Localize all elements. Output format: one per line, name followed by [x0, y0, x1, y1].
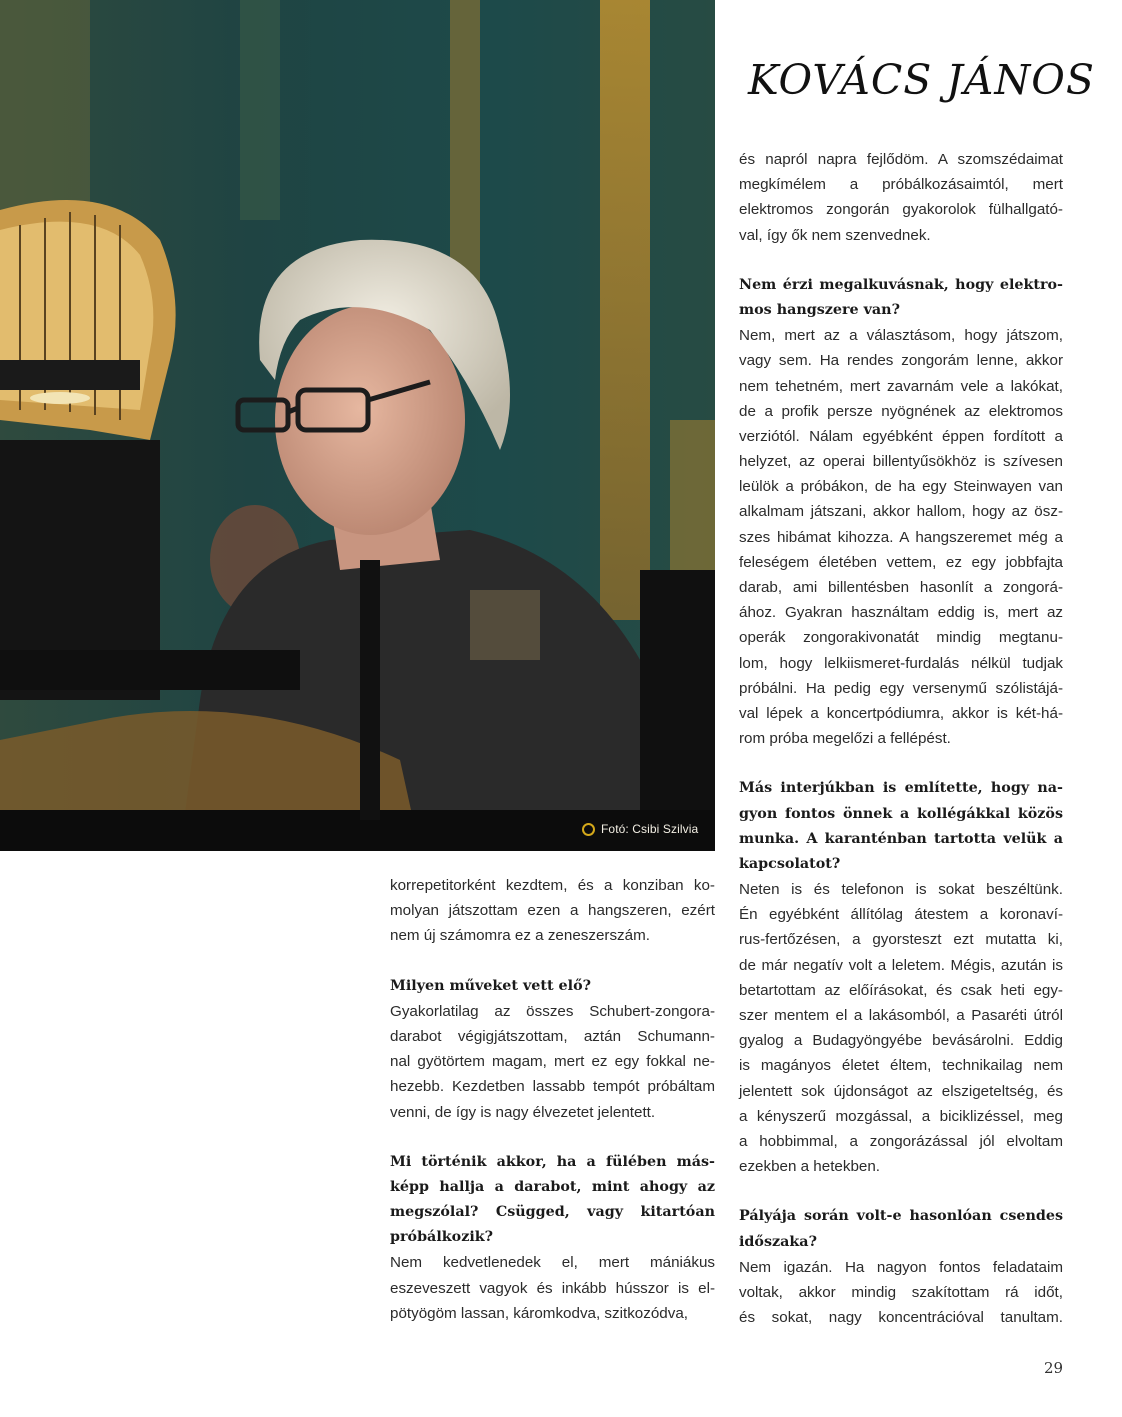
interview-answer: [739, 147, 1063, 248]
text-line: képp hallja a darabot, mint ahogy az: [390, 1178, 715, 1195]
interview-question: [390, 974, 715, 999]
text-line: betartottam az előírásokat, és csak heti egy-: [739, 981, 1063, 999]
text-line: Gyakorlatilag az összes Schubert-zongora-: [390, 1002, 715, 1020]
text-line: nem új számomra ez a zeneszerszám.: [390, 927, 650, 945]
text-line: nal gyötörtem magam, mert ez egy fokkal ne-: [390, 1053, 715, 1071]
text-line: darabot végigjátszottam, aztán Schumann-: [390, 1027, 715, 1045]
text-line: ezekben a hetekben.: [739, 1158, 881, 1176]
text-line: Nem kedvetlenedek el, mert mániákus: [390, 1254, 715, 1272]
text-line: is magányos életet éltem, technikailag nem: [739, 1057, 1063, 1075]
text-line: munka. A karanténban tartotta velük a: [739, 830, 1063, 847]
text-line: Pályája során volt-e hasonlóan csendes: [739, 1208, 1063, 1225]
text-line: időszaka?: [739, 1233, 817, 1250]
text-line: megszólal? Csügged, vagy kitartóan: [390, 1204, 715, 1221]
text-line: és napról napra fejlődöm. A szomszédaimat: [739, 151, 1063, 168]
interview-answer: [739, 1255, 1063, 1331]
text-line: pötyögöm lassan, káromkodva, szitkozódva,: [390, 1304, 688, 1322]
harp-shape: [0, 200, 176, 440]
text-line: leülök a próbákon, de ha egy Steinwayen van: [739, 478, 1063, 496]
text-line: elektromos zongorán gyakorolok fülhallgató-: [739, 201, 1063, 219]
text-line: Neten is és telefonon is sokat beszéltünk.: [739, 881, 1063, 899]
text-line: de a profik persze nyögnének az elektromos: [739, 402, 1063, 420]
left-text-column: [390, 873, 715, 1326]
interview-answer: [390, 999, 715, 1125]
paragraph-spacer: [739, 248, 1063, 273]
pianist-illustration: [0, 0, 715, 851]
text-line: darab, ami billentésben hasonlít a zongorá-: [739, 579, 1063, 596]
text-line: szes hibámat kihozza. A hangszeremet még a: [739, 528, 1063, 546]
interview-answer: [390, 1250, 715, 1326]
paragraph-spacer: [390, 1125, 715, 1150]
text-line: val lépek a koncertpódiumra, akkor is két-há-: [739, 704, 1063, 722]
text-line: a hobbimmal, a zongorázással jól elvoltam: [739, 1132, 1063, 1150]
camera-circle-icon: [582, 823, 595, 836]
text-line: korrepetitorként kezdtem, és a konziban ko-: [390, 877, 715, 894]
text-line: próbálni. Ha pedig egy versenymű szólistájá-: [739, 679, 1063, 697]
text-line: venni, de így is nagy élvezetet jelentett.: [390, 1103, 656, 1121]
page-title: KOVÁCS JÁNOS: [748, 56, 1095, 104]
text-line: mos hangszere van?: [739, 301, 900, 318]
text-line: ához. Gyakran használtam eddig is, mert az: [739, 604, 1063, 622]
text-line: Milyen műveket vett elő?: [390, 977, 592, 994]
text-line: verziótól. Nálam egyébként éppen fordított a: [739, 427, 1063, 445]
text-line: nem tehetném, mert zavarnám vele a lakókat,: [739, 377, 1063, 395]
paragraph-spacer: [739, 1179, 1063, 1204]
paragraph-spacer: [390, 949, 715, 974]
right-text-column: [739, 147, 1063, 1330]
text-line: megkímélem a próbálkozásaimtól, mert: [739, 176, 1063, 194]
text-line: rom próba megelőzi a fellépést.: [739, 730, 951, 748]
interview-question: [739, 776, 1063, 877]
interview-question: [739, 1204, 1063, 1254]
text-line: helyzet, az operai billentyűsökhöz is szívesen: [739, 453, 1063, 471]
interview-question: [739, 273, 1063, 323]
text-line: Nem igazán. Ha nagyon fontos feladataim: [739, 1258, 1063, 1276]
text-line: alkalmam játszani, akkor hallom, hogy az ösz-: [739, 503, 1063, 521]
text-line: Nem, mert az a választásom, hogy játszom,: [739, 327, 1063, 345]
photo-credit: [582, 822, 698, 836]
text-line: kapcsolatot?: [739, 855, 841, 872]
interview-answer: [390, 873, 715, 949]
photo-credit-text: Fotó: Csibi Szilvia: [601, 822, 699, 836]
text-line: gyalog a Budagyöngyébe bevásárolni. Eddig: [739, 1032, 1063, 1050]
text-line: Nem érzi megalkuvásnak, hogy elektro-: [739, 276, 1063, 293]
interview-answer: [739, 877, 1063, 1179]
text-line: rus-fertőzésen, a gyorsteszt ezt mutatta ki,: [739, 931, 1063, 949]
feature-photo: [0, 0, 715, 851]
text-line: hezebb. Kezdetben lassabb tempót próbáltam: [390, 1078, 715, 1096]
text-line: gyon fontos önnek a kollégákkal közös: [739, 805, 1063, 822]
paragraph-spacer: [739, 751, 1063, 776]
text-line: eszeveszett vagyok és inkább hússzor is el-: [390, 1279, 715, 1297]
text-line: operák zongorakivonatát mindig megtanu-: [739, 629, 1063, 647]
page-number: 29: [1044, 1359, 1064, 1377]
text-line: vagy sem. Ha rendes zongorám lenne, akkor: [739, 352, 1063, 370]
text-line: szer mentem el a lakásomból, a Pasaréti útról: [739, 1007, 1063, 1024]
text-line: Mi történik akkor, ha a fülében más-: [390, 1153, 715, 1170]
interview-question: [390, 1150, 715, 1251]
text-line: jelentett sok újdonságot az elszigeteltség, és: [739, 1082, 1063, 1100]
text-line: feleségem életében vettem, ez egy jobbfajta: [739, 553, 1063, 571]
text-line: próbálkozik?: [390, 1229, 494, 1246]
text-line: a kényszerű mozgással, a biciklizéssel, meg: [739, 1107, 1063, 1125]
text-line: de már negatív volt a leletem. Mégis, azután is: [739, 956, 1063, 974]
text-line: voltak, akkor mindig szakítottam rá időt,: [739, 1283, 1063, 1301]
text-line: val, így ők nem szenvednek.: [739, 226, 931, 244]
interview-answer: [739, 323, 1063, 751]
text-line: lom, hogy lelkiismeret-furdalás nélkül tudjak: [739, 654, 1063, 672]
text-line: Más interjúkban is említette, hogy na-: [739, 780, 1063, 797]
text-line: molyan játszottam ezen a hangszeren, ezért: [390, 902, 715, 920]
text-line: és sokat, nagy koncentrációval tanultam.: [739, 1309, 1063, 1327]
text-line: Én egyébként állítólag átestem a koronaví-: [739, 906, 1063, 924]
